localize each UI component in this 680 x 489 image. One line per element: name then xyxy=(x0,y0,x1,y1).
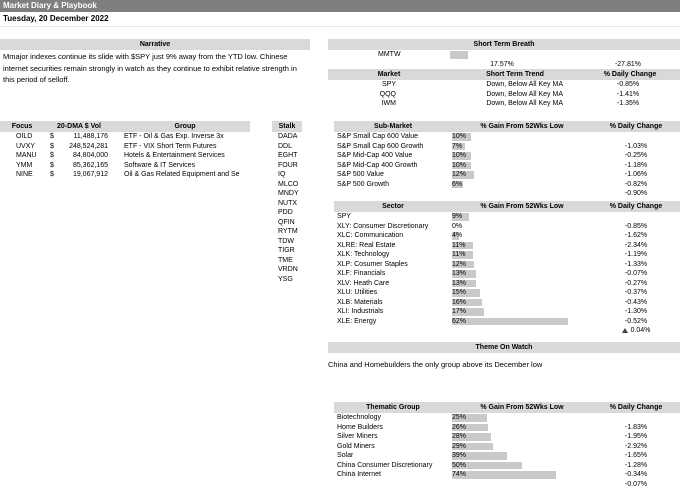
submarket-col-name: Sub-Market xyxy=(334,121,452,132)
breadth-row xyxy=(328,50,680,60)
submarket-change-value: -1.18% xyxy=(625,162,647,169)
focus-col-vol: 20-DMA $ Vol xyxy=(44,121,114,132)
thematic-row xyxy=(334,432,680,442)
thematic-row xyxy=(334,423,680,433)
stalk-item: EGHT xyxy=(272,151,318,161)
submarket-gain: 10% xyxy=(452,133,466,140)
sector-change-value: -1.62% xyxy=(625,232,647,239)
submarket-gain: 12% xyxy=(452,171,466,178)
thematic-rows xyxy=(334,413,680,480)
submarket-change-value: -1.03% xyxy=(625,143,647,150)
thematic-change-value: -0.07% xyxy=(625,481,647,488)
sector-name: XLE: Energy xyxy=(337,317,451,327)
focus-ticker: OILD xyxy=(16,132,32,142)
thematic-gain: 39% xyxy=(452,452,466,459)
thematic-col-gain: % Gain From 52Wks Low xyxy=(452,402,592,413)
thematic-gain-cell xyxy=(452,470,592,480)
thematic-gain: 74% xyxy=(452,471,466,478)
stalk-item: TME xyxy=(272,256,318,266)
stalk-item: IQ xyxy=(272,170,318,180)
stalk-item: TIGR xyxy=(272,246,318,256)
breadth-change: -27.81% xyxy=(583,60,673,70)
sector-col-change: % Daily Change xyxy=(592,201,680,212)
thematic-change-value: -1.65% xyxy=(625,452,647,459)
sector-row xyxy=(334,269,680,279)
submarket-gain: 10% xyxy=(452,152,466,159)
sector-name: XLP: Cosumer Staples xyxy=(337,260,451,270)
sector-gain: 17% xyxy=(452,308,466,315)
focus-ticker: YMM xyxy=(16,161,32,171)
sector-gain-cell xyxy=(452,260,592,270)
stalk-item: MNDY xyxy=(272,189,318,199)
sector-gain: 9% xyxy=(452,213,462,220)
submarket-name: S&P Small Cap 600 Growth xyxy=(337,142,451,152)
submarket-change xyxy=(592,189,680,199)
sector-gain-cell xyxy=(452,269,592,279)
thematic-gain: 25% xyxy=(452,414,466,421)
sector-row xyxy=(334,298,680,308)
sector-gain: 12% xyxy=(452,261,466,268)
thematic-gain-cell xyxy=(452,432,592,442)
focus-group: Oil & Gas Related Equipment and Se xyxy=(124,170,248,180)
submarket-col-gain: % Gain From 52Wks Low xyxy=(452,121,592,132)
stalk-item: MLCO xyxy=(272,180,318,190)
sheet-date: Tuesday, 20 December 2022 xyxy=(0,12,680,26)
market-rows xyxy=(328,80,680,109)
market-name: QQQ xyxy=(328,90,396,100)
market-row xyxy=(328,99,680,109)
focus-currency: $ xyxy=(50,170,54,180)
narrative-header: Narrative xyxy=(0,39,310,50)
sector-gain: 4% xyxy=(452,232,462,239)
thematic-gain: 50% xyxy=(452,462,466,469)
sector-gain-cell xyxy=(452,231,592,241)
sector-gain: 11% xyxy=(452,242,466,249)
sector-gain-cell xyxy=(452,298,592,308)
sector-name: XLY: Consumer Discretionary xyxy=(337,222,451,232)
market-col-name: Market xyxy=(328,69,450,80)
focus-currency: $ xyxy=(50,151,54,161)
stalk-item: QFIN xyxy=(272,218,318,228)
up-arrow-icon xyxy=(622,328,628,333)
thematic-gain: 28% xyxy=(452,433,466,440)
thematic-change xyxy=(592,480,680,489)
sector-name: XLI: Industrials xyxy=(337,307,451,317)
thematic-gain: 29% xyxy=(452,443,466,450)
submarket-change-value: -1.06% xyxy=(625,171,647,178)
narrative-text: Mmajor indexes continue its slide with $SPY just 9% away from the YTD low. Chinese internet securities remain strongly in watch as they continue to exhibit relative strength in this period of selloff. xyxy=(0,50,311,92)
focus-group: Software & IT Services xyxy=(124,161,248,171)
sector-change-value: -0.07% xyxy=(625,270,647,277)
submarket-change-value: -0.25% xyxy=(625,152,647,159)
thematic-gain-cell xyxy=(452,442,592,452)
focus-group: Hotels & Entertainment Services xyxy=(124,151,248,161)
thematic-col-change: % Daily Change xyxy=(592,402,680,413)
submarket-row xyxy=(334,161,680,171)
sector-row xyxy=(334,241,680,251)
focus-col-ticker: Focus xyxy=(0,121,44,132)
stalk-item: FOUR xyxy=(272,161,318,171)
submarket-col-change: % Daily Change xyxy=(592,121,680,132)
focus-ticker: MANU xyxy=(16,151,37,161)
thematic-change-value: -0.34% xyxy=(625,471,647,478)
sector-change-value: -0.43% xyxy=(625,299,647,306)
submarket-gain-cell xyxy=(452,151,592,161)
stalk-item: TDW xyxy=(272,237,318,247)
breadth-header: Short Term Breath xyxy=(328,39,680,50)
focus-header xyxy=(0,121,250,132)
breadth-label: MMTW xyxy=(378,50,401,60)
breadth-value: 17.57% xyxy=(450,60,554,70)
sector-gain-cell xyxy=(452,212,592,222)
thematic-name: China Consumer Discretionary xyxy=(337,461,451,471)
sector-name: SPY xyxy=(337,212,451,222)
focus-row xyxy=(0,151,250,161)
sector-gain-cell xyxy=(452,307,592,317)
submarket-gain: 10% xyxy=(452,162,466,169)
submarket-rows xyxy=(334,132,680,189)
stalk-item: DDL xyxy=(272,142,318,152)
submarket-gain-cell xyxy=(452,180,592,190)
focus-row xyxy=(0,161,250,171)
sector-row xyxy=(334,279,680,289)
sector-name: XLRE: Real Estate xyxy=(337,241,451,251)
sector-row xyxy=(334,288,680,298)
focus-row xyxy=(0,142,250,152)
stalk-item: YSG xyxy=(272,275,318,285)
sector-col-name: Sector xyxy=(334,201,452,212)
sector-change-value: -1.33% xyxy=(625,261,647,268)
focus-volume: 19,067,912 xyxy=(55,170,108,180)
submarket-change-value: -0.82% xyxy=(625,181,647,188)
sector-name: XLU: Utilities xyxy=(337,288,451,298)
thematic-name: Gold Miners xyxy=(337,442,451,452)
sector-name: XLV: Heath Care xyxy=(337,279,451,289)
focus-volume: 11,488,176 xyxy=(55,132,108,142)
stalk-item: PDD xyxy=(272,208,318,218)
theme-text: China and Homebuilders the only group above its December low xyxy=(328,360,680,369)
sector-change-value: 0.04% xyxy=(631,327,651,334)
thematic-name: Silver Miners xyxy=(337,432,451,442)
sector-gain-cell xyxy=(452,222,592,232)
focus-currency: $ xyxy=(50,132,54,142)
market-header xyxy=(328,69,680,80)
thematic-row xyxy=(334,442,680,452)
thematic-gain-cell xyxy=(452,413,592,423)
thematic-change-value: -1.95% xyxy=(625,433,647,440)
sector-row xyxy=(334,250,680,260)
submarket-gain-cell xyxy=(452,161,592,171)
thematic-gain-bar xyxy=(452,471,556,479)
thematic-gain: 26% xyxy=(452,424,466,431)
sector-row xyxy=(334,222,680,232)
sector-change-value: -0.37% xyxy=(625,289,647,296)
submarket-gain-cell xyxy=(452,170,592,180)
focus-row xyxy=(0,170,250,180)
sector-change-value: -0.27% xyxy=(625,280,647,287)
market-row xyxy=(328,80,680,90)
sector-gain: 16% xyxy=(452,299,466,306)
thematic-header xyxy=(334,402,680,413)
market-change: -1.35% xyxy=(583,99,673,109)
thematic-change-value: -1.28% xyxy=(625,462,647,469)
thematic-gain-cell xyxy=(452,451,592,461)
sector-row xyxy=(334,212,680,222)
stalk-item: NUTX xyxy=(272,199,318,209)
submarket-row xyxy=(334,170,680,180)
sector-gain-cell xyxy=(452,288,592,298)
sector-row xyxy=(334,260,680,270)
submarket-name: S&P Small Cap 600 Value xyxy=(337,132,451,142)
focus-volume: 84,804,000 xyxy=(55,151,108,161)
submarket-gain-cell xyxy=(452,142,592,152)
sector-change-value: -2.34% xyxy=(625,242,647,249)
breadth-bar xyxy=(450,51,468,59)
sector-row xyxy=(334,307,680,317)
thematic-name: Biotechnology xyxy=(337,413,451,423)
stalk-item: VRDN xyxy=(272,265,318,275)
thematic-gain-cell xyxy=(452,461,592,471)
focus-group: ETF - Oil & Gas Exp. Inverse 3x xyxy=(124,132,248,142)
stalk-item: DADA xyxy=(272,132,318,142)
market-trend: Down, Below All Key MA xyxy=(450,80,563,90)
thematic-name: Home Builders xyxy=(337,423,451,433)
market-col-trend: Short Term Trend xyxy=(450,69,580,80)
submarket-header xyxy=(334,121,680,132)
sector-change-value: -1.19% xyxy=(625,251,647,258)
submarket-gain-cell xyxy=(452,132,592,142)
submarket-row xyxy=(334,132,680,142)
thematic-change-value: -2.92% xyxy=(625,443,647,450)
market-trend: Down, Below All Key MA xyxy=(450,99,563,109)
sector-change xyxy=(592,326,680,336)
sector-rows xyxy=(334,212,680,326)
focus-group: ETF - VIX Short Term Futures xyxy=(124,142,248,152)
submarket-name: S&P Mid-Cap 400 Value xyxy=(337,151,451,161)
focus-currency: $ xyxy=(50,142,54,152)
thematic-row xyxy=(334,451,680,461)
sector-change-value: -0.85% xyxy=(625,223,647,230)
focus-col-group: Group xyxy=(120,121,250,132)
market-change: -0.85% xyxy=(583,80,673,90)
thematic-col-name: Thematic Group xyxy=(334,402,452,413)
focus-currency: $ xyxy=(50,161,54,171)
focus-volume: 85,362,165 xyxy=(55,161,108,171)
theme-header: Theme On Watch xyxy=(328,342,680,353)
stalk-item: RYTM xyxy=(272,227,318,237)
sector-gain-cell xyxy=(452,241,592,251)
thematic-name: Solar xyxy=(337,451,451,461)
sector-gain-bar xyxy=(452,318,568,326)
focus-ticker: UVXY xyxy=(16,142,35,152)
thematic-change-value: -1.83% xyxy=(625,424,647,431)
submarket-gain: 7% xyxy=(452,143,462,150)
submarket-change-value: -0.90% xyxy=(625,190,647,197)
sector-name: XLC: Communication xyxy=(337,231,451,241)
submarket-row xyxy=(334,180,680,190)
sector-gain-cell xyxy=(452,317,592,327)
market-trend: Down, Below All Key MA xyxy=(450,90,563,100)
sector-gain: 62% xyxy=(452,318,466,325)
sector-name: XLB: Materials xyxy=(337,298,451,308)
sector-gain-cell xyxy=(452,250,592,260)
stalk-list xyxy=(272,132,312,284)
market-row xyxy=(328,90,680,100)
focus-ticker: NINE xyxy=(16,170,33,180)
thematic-row xyxy=(334,461,680,471)
sector-row xyxy=(334,231,680,241)
thematic-row xyxy=(334,470,680,480)
grid-line xyxy=(0,26,680,27)
sector-gain: 0% xyxy=(452,223,462,230)
sector-change-value: -1.30% xyxy=(625,308,647,315)
sector-gain-cell xyxy=(452,279,592,289)
submarket-row xyxy=(334,142,680,152)
stalk-header: Stalk xyxy=(272,121,302,132)
market-name: IWM xyxy=(328,99,396,109)
submarket-name: S&P 500 Value xyxy=(337,170,451,180)
sector-name: XLK: Technology xyxy=(337,250,451,260)
market-change: -1.41% xyxy=(583,90,673,100)
market-col-change: % Daily Change xyxy=(580,69,680,80)
sector-col-gain: % Gain From 52Wks Low xyxy=(452,201,592,212)
thematic-row xyxy=(334,413,680,423)
sector-row xyxy=(334,317,680,327)
sector-gain: 11% xyxy=(452,251,466,258)
sector-gain: 13% xyxy=(452,270,466,277)
sector-change-value: -0.52% xyxy=(625,318,647,325)
sector-header xyxy=(334,201,680,212)
market-name: SPY xyxy=(328,80,396,90)
sheet-title: Market Diary & Playbook xyxy=(0,0,680,12)
sector-name: XLF: Financials xyxy=(337,269,451,279)
focus-volume: 248,524,281 xyxy=(55,142,108,152)
focus-rows xyxy=(0,132,250,180)
submarket-gain: 6% xyxy=(452,181,462,188)
sector-gain: 13% xyxy=(452,280,466,287)
sector-gain: 15% xyxy=(452,289,466,296)
breadth-bar-cell xyxy=(450,50,554,60)
submarket-name: S&P Mid-Cap 400 Growth xyxy=(337,161,451,171)
thematic-gain-cell xyxy=(452,423,592,433)
submarket-row xyxy=(334,151,680,161)
submarket-name: S&P 500 Growth xyxy=(337,180,451,190)
focus-row xyxy=(0,132,250,142)
thematic-name: China Internet xyxy=(337,470,451,480)
